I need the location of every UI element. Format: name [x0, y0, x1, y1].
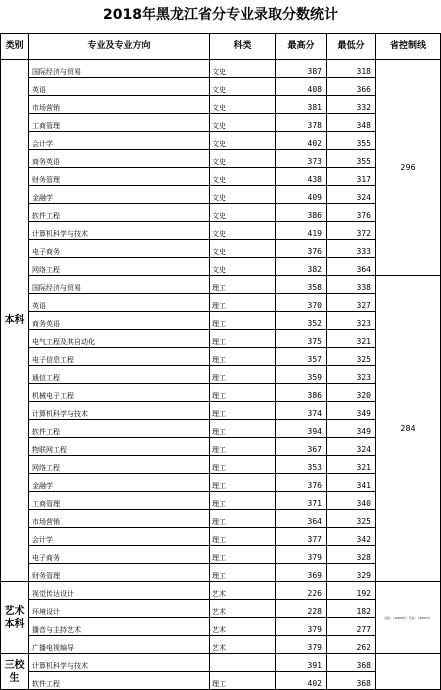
- header-category: 类别: [1, 34, 29, 60]
- min-score-cell: 323: [327, 366, 376, 384]
- table-row: [1, 636, 441, 654]
- min-score-cell: 349: [327, 420, 376, 438]
- table-body: [1, 60, 441, 690]
- subject-cell: 理工: [210, 312, 276, 330]
- major-cell: 电子商务: [29, 546, 210, 564]
- min-score-cell: 323: [327, 312, 376, 330]
- subject-cell: 文史: [210, 96, 276, 114]
- max-score-cell: 373: [276, 150, 327, 168]
- subject-cell: 文史: [210, 186, 276, 204]
- max-score-cell: 359: [276, 366, 327, 384]
- header-row: [1, 34, 441, 60]
- max-score-cell: 371: [276, 492, 327, 510]
- min-score-cell: 372: [327, 222, 376, 240]
- table-row: [1, 420, 441, 438]
- max-score-cell: 377: [276, 528, 327, 546]
- subject-cell: 理工: [210, 348, 276, 366]
- max-score-cell: 419: [276, 222, 327, 240]
- subject-cell: 理工: [210, 438, 276, 456]
- major-cell: 通信工程: [29, 366, 210, 384]
- category-cell: 三校生: [1, 654, 29, 690]
- table-row: [1, 654, 441, 672]
- subject-cell: 文史: [210, 78, 276, 96]
- table-row: [1, 132, 441, 150]
- subject-cell: 理工: [210, 546, 276, 564]
- major-cell: 软件工程: [29, 204, 210, 222]
- subject-cell: 理工: [210, 276, 276, 294]
- subject-cell: 文史: [210, 150, 276, 168]
- major-cell: 财务管理: [29, 168, 210, 186]
- table-row: [1, 168, 441, 186]
- subject-cell: 文史: [210, 168, 276, 186]
- min-score-cell: 324: [327, 186, 376, 204]
- max-score-cell: 408: [276, 78, 327, 96]
- table-row: [1, 276, 441, 294]
- major-cell: 计算机科学与技术: [29, 654, 210, 672]
- table-row: [1, 600, 441, 618]
- min-score-cell: 317: [327, 168, 376, 186]
- control-line-cell: 284: [376, 276, 441, 582]
- subject-cell: 理工: [210, 456, 276, 474]
- min-score-cell: 368: [327, 654, 376, 672]
- min-score-cell: 333: [327, 240, 376, 258]
- min-score-cell: 325: [327, 348, 376, 366]
- subject-cell: 理工: [210, 492, 276, 510]
- max-score-cell: 364: [276, 510, 327, 528]
- table-row: [1, 474, 441, 492]
- table-row: [1, 528, 441, 546]
- min-score-cell: 321: [327, 456, 376, 474]
- subject-cell: 理工: [210, 564, 276, 582]
- major-cell: 物联网工程: [29, 438, 210, 456]
- control-line-cell: [376, 654, 441, 690]
- major-cell: 电子信息工程: [29, 348, 210, 366]
- min-score-cell: 341: [327, 474, 376, 492]
- subject-cell: 理工: [210, 672, 276, 690]
- page-title: 2018年黑龙江省分专业录取分数统计: [103, 7, 338, 23]
- subject-cell: 文史: [210, 222, 276, 240]
- max-score-cell: 357: [276, 348, 327, 366]
- major-cell: 环境设计: [29, 600, 210, 618]
- major-cell: 播音与主持艺术: [29, 618, 210, 636]
- max-score-cell: 228: [276, 600, 327, 618]
- max-score-cell: 382: [276, 258, 327, 276]
- major-cell: 英语: [29, 78, 210, 96]
- subject-cell: 理工: [210, 402, 276, 420]
- table-row: [1, 114, 441, 132]
- min-score-cell: 192: [327, 582, 376, 600]
- major-cell: 财务管理: [29, 564, 210, 582]
- major-cell: 会计学: [29, 528, 210, 546]
- major-cell: 视觉传达设计: [29, 582, 210, 600]
- subject-cell: 文史: [210, 240, 276, 258]
- table-row: [1, 258, 441, 276]
- max-score-cell: 226: [276, 582, 327, 600]
- major-cell: 网络工程: [29, 456, 210, 474]
- max-score-cell: 438: [276, 168, 327, 186]
- min-score-cell: 321: [327, 330, 376, 348]
- min-score-cell: 338: [327, 276, 376, 294]
- max-score-cell: 370: [276, 294, 327, 312]
- table-row: [1, 330, 441, 348]
- max-score-cell: 386: [276, 204, 327, 222]
- subject-cell: 理工: [210, 384, 276, 402]
- table-row: [1, 222, 441, 240]
- max-score-cell: 391: [276, 654, 327, 672]
- max-score-cell: 379: [276, 618, 327, 636]
- max-score-cell: 352: [276, 312, 327, 330]
- max-score-cell: 386: [276, 384, 327, 402]
- header-subject: 科类: [210, 34, 276, 60]
- table-row: [1, 312, 441, 330]
- category-cell: 本科: [1, 60, 29, 582]
- major-cell: 工商管理: [29, 492, 210, 510]
- subject-cell: 理工: [210, 510, 276, 528]
- control-line-cell: 文化：（≥200分）专业：（≥XX分）: [376, 582, 441, 654]
- subject-cell: 理工: [210, 366, 276, 384]
- table-row: [1, 348, 441, 366]
- subject-cell: 艺术: [210, 636, 276, 654]
- min-score-cell: 327: [327, 294, 376, 312]
- min-score-cell: 342: [327, 528, 376, 546]
- table-row: [1, 186, 441, 204]
- major-cell: 商务英语: [29, 312, 210, 330]
- subject-cell: 理工: [210, 528, 276, 546]
- min-score-cell: 320: [327, 384, 376, 402]
- min-score-cell: 329: [327, 564, 376, 582]
- table-row: [1, 60, 441, 78]
- min-score-cell: 340: [327, 492, 376, 510]
- min-score-cell: 368: [327, 672, 376, 690]
- max-score-cell: 376: [276, 240, 327, 258]
- header-control: 省控制线: [376, 34, 441, 60]
- max-score-cell: 394: [276, 420, 327, 438]
- major-cell: 计算机科学与技术: [29, 402, 210, 420]
- subject-cell: 艺术: [210, 582, 276, 600]
- major-cell: 机械电子工程: [29, 384, 210, 402]
- table-row: [1, 672, 441, 690]
- subject-cell: 理工: [210, 474, 276, 492]
- table-row: [1, 294, 441, 312]
- category-cell: 艺术本科: [1, 582, 29, 654]
- min-score-cell: 325: [327, 510, 376, 528]
- max-score-cell: 379: [276, 546, 327, 564]
- table-row: [1, 96, 441, 114]
- table-row: [1, 78, 441, 96]
- min-score-cell: 182: [327, 600, 376, 618]
- min-score-cell: 318: [327, 60, 376, 78]
- control-line-cell: 296: [376, 60, 441, 276]
- min-score-cell: 355: [327, 132, 376, 150]
- major-cell: 国际经济与贸易: [29, 60, 210, 78]
- max-score-cell: 381: [276, 96, 327, 114]
- min-score-cell: 277: [327, 618, 376, 636]
- min-score-cell: 366: [327, 78, 376, 96]
- min-score-cell: 349: [327, 402, 376, 420]
- score-table: [0, 33, 441, 690]
- max-score-cell: 376: [276, 474, 327, 492]
- table-row: [1, 204, 441, 222]
- table-row: [1, 492, 441, 510]
- table-row: [1, 240, 441, 258]
- major-cell: 计算机科学与技术: [29, 222, 210, 240]
- subject-cell: 理工: [210, 420, 276, 438]
- max-score-cell: 375: [276, 330, 327, 348]
- table-row: [1, 456, 441, 474]
- table-row: [1, 510, 441, 528]
- max-score-cell: 387: [276, 60, 327, 78]
- subject-cell: 理工: [210, 330, 276, 348]
- min-score-cell: 262: [327, 636, 376, 654]
- subject-cell: 艺术: [210, 600, 276, 618]
- min-score-cell: 355: [327, 150, 376, 168]
- max-score-cell: 367: [276, 438, 327, 456]
- major-cell: 商务英语: [29, 150, 210, 168]
- subject-cell: 文史: [210, 204, 276, 222]
- table-row: [1, 438, 441, 456]
- max-score-cell: 409: [276, 186, 327, 204]
- subject-cell: 文史: [210, 60, 276, 78]
- max-score-cell: 353: [276, 456, 327, 474]
- table-row: [1, 546, 441, 564]
- major-cell: 软件工程: [29, 420, 210, 438]
- subject-cell: 文史: [210, 132, 276, 150]
- table-row: [1, 384, 441, 402]
- major-cell: 电气工程及其自动化: [29, 330, 210, 348]
- subject-cell: 文史: [210, 114, 276, 132]
- subject-cell: 理工: [210, 294, 276, 312]
- header-min: 最低分: [327, 34, 376, 60]
- major-cell: 会计学: [29, 132, 210, 150]
- table-row: [1, 402, 441, 420]
- subject-cell: [210, 654, 276, 672]
- table-row: [1, 618, 441, 636]
- min-score-cell: 324: [327, 438, 376, 456]
- table-row: [1, 150, 441, 168]
- header-major: 专业及专业方向: [29, 34, 210, 60]
- major-cell: 市场营销: [29, 96, 210, 114]
- table-row: [1, 366, 441, 384]
- max-score-cell: 402: [276, 672, 327, 690]
- subject-cell: 文史: [210, 258, 276, 276]
- subject-cell: 艺术: [210, 618, 276, 636]
- major-cell: 国际经济与贸易: [29, 276, 210, 294]
- major-cell: 市场营销: [29, 510, 210, 528]
- major-cell: 软件工程: [29, 672, 210, 690]
- min-score-cell: 376: [327, 204, 376, 222]
- major-cell: 英语: [29, 294, 210, 312]
- header-max: 最高分: [276, 34, 327, 60]
- max-score-cell: 378: [276, 114, 327, 132]
- max-score-cell: 379: [276, 636, 327, 654]
- major-cell: 网络工程: [29, 258, 210, 276]
- max-score-cell: 402: [276, 132, 327, 150]
- table-row: [1, 564, 441, 582]
- max-score-cell: 374: [276, 402, 327, 420]
- major-cell: 电子商务: [29, 240, 210, 258]
- max-score-cell: 358: [276, 276, 327, 294]
- major-cell: 工商管理: [29, 114, 210, 132]
- major-cell: 金融学: [29, 186, 210, 204]
- max-score-cell: 369: [276, 564, 327, 582]
- major-cell: 金融学: [29, 474, 210, 492]
- min-score-cell: 332: [327, 96, 376, 114]
- table-row: [1, 582, 441, 600]
- min-score-cell: 348: [327, 114, 376, 132]
- min-score-cell: 328: [327, 546, 376, 564]
- major-cell: 广播电视编导: [29, 636, 210, 654]
- min-score-cell: 364: [327, 258, 376, 276]
